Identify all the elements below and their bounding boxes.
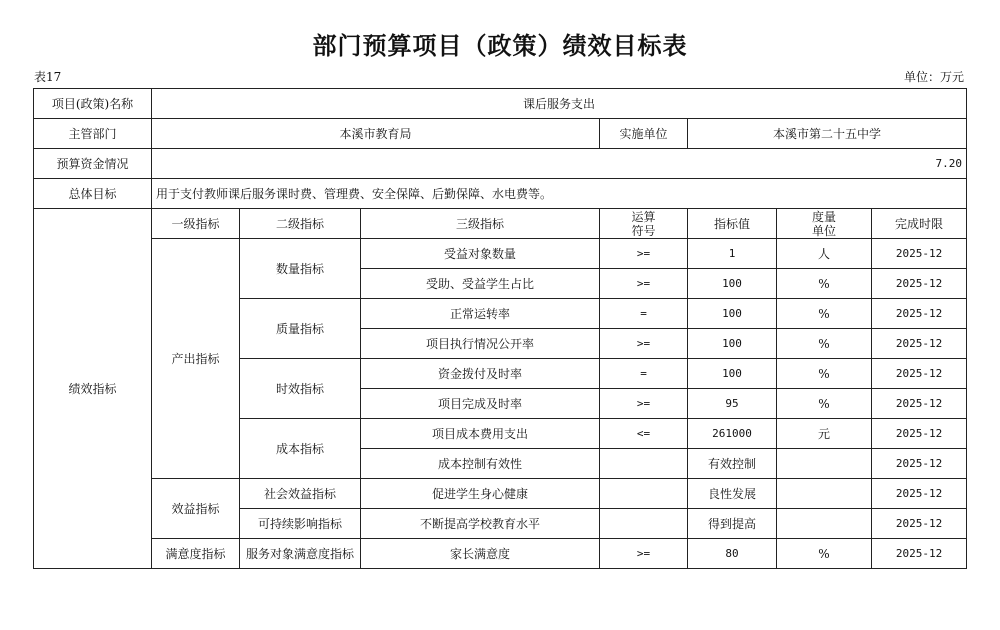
sub-sustainable: 可持续影响指标 (240, 509, 361, 539)
row-operator: >= (600, 329, 688, 359)
sub-quality: 质量指标 (240, 299, 361, 359)
row-operator (600, 509, 688, 539)
project-name-label: 项目(政策)名称 (34, 89, 152, 119)
table-row (34, 239, 967, 269)
row-operator: = (600, 359, 688, 389)
row-unit: % (777, 269, 872, 299)
dept-label: 主管部门 (34, 119, 152, 149)
row-deadline: 2025-12 (872, 509, 967, 539)
row-indicator: 受益对象数量 (361, 239, 600, 269)
row-deadline: 2025-12 (872, 359, 967, 389)
row-deadline: 2025-12 (872, 329, 967, 359)
row-unit: % (777, 299, 872, 329)
row-operator: = (600, 299, 688, 329)
table-number: 表17 (34, 70, 62, 84)
sub-service-satisfaction: 服务对象满意度指标 (240, 539, 361, 569)
unit-label: 单位：万元 (903, 70, 964, 84)
row-operator: >= (600, 269, 688, 299)
row-value: 100 (688, 329, 777, 359)
sub-quantity: 数量指标 (240, 239, 361, 299)
row-unit: 人 (777, 239, 872, 269)
impl-unit-value: 本溪市第二十五中学 (688, 119, 967, 149)
row-value: 100 (688, 269, 777, 299)
row-operator (600, 479, 688, 509)
row-indicator: 成本控制有效性 (361, 449, 600, 479)
project-name-value: 课后服务支出 (152, 89, 967, 119)
page-title: 部门预算项目（政策）绩效目标表 (312, 32, 688, 60)
row-value: 得到提高 (688, 509, 777, 539)
row-deadline: 2025-12 (872, 479, 967, 509)
header-level3: 三级指标 (361, 209, 600, 239)
perf-indicator-label: 绩效指标 (34, 209, 152, 569)
row-indicator: 不断提高学校教育水平 (361, 509, 600, 539)
header-deadline: 完成时限 (872, 209, 967, 239)
table-row (34, 479, 967, 509)
row-deadline: 2025-12 (872, 539, 967, 569)
group-output: 产出指标 (152, 239, 240, 479)
row-indicator: 受助、受益学生占比 (361, 269, 600, 299)
row-indicator: 正常运转率 (361, 299, 600, 329)
row-unit (777, 509, 872, 539)
header-level2: 二级指标 (240, 209, 361, 239)
sub-cost: 成本指标 (240, 419, 361, 479)
row-value: 261000 (688, 419, 777, 449)
header-operator: 运算 符号 (600, 209, 688, 239)
funds-value: 7.20 (152, 149, 967, 179)
group-benefit: 效益指标 (152, 479, 240, 539)
row-indicator: 促进学生身心健康 (361, 479, 600, 509)
row-unit: % (777, 539, 872, 569)
sub-social: 社会效益指标 (240, 479, 361, 509)
row-operator (600, 449, 688, 479)
header-value: 指标值 (688, 209, 777, 239)
row-operator: <= (600, 419, 688, 449)
row-indicator: 资金拨付及时率 (361, 359, 600, 389)
row-value: 1 (688, 239, 777, 269)
row-value: 有效控制 (688, 449, 777, 479)
header-level1: 一级指标 (152, 209, 240, 239)
row-deadline: 2025-12 (872, 269, 967, 299)
goal-label: 总体目标 (34, 179, 152, 209)
row-unit (777, 449, 872, 479)
row-value: 良性发展 (688, 479, 777, 509)
row-deadline: 2025-12 (872, 389, 967, 419)
funds-label: 预算资金情况 (34, 149, 152, 179)
dept-value: 本溪市教育局 (152, 119, 600, 149)
table-row (34, 539, 967, 569)
performance-table (33, 88, 967, 569)
row-indicator: 项目执行情况公开率 (361, 329, 600, 359)
row-value: 100 (688, 359, 777, 389)
row-unit: 元 (777, 419, 872, 449)
row-operator: >= (600, 239, 688, 269)
row-deadline: 2025-12 (872, 449, 967, 479)
impl-unit-label: 实施单位 (600, 119, 688, 149)
row-operator: >= (600, 389, 688, 419)
row-indicator: 项目完成及时率 (361, 389, 600, 419)
row-deadline: 2025-12 (872, 239, 967, 269)
row-value: 95 (688, 389, 777, 419)
group-satisfaction: 满意度指标 (152, 539, 240, 569)
row-deadline: 2025-12 (872, 419, 967, 449)
row-unit: % (777, 389, 872, 419)
header-measure-unit: 度量 单位 (777, 209, 872, 239)
row-unit: % (777, 359, 872, 389)
row-value: 100 (688, 299, 777, 329)
row-deadline: 2025-12 (872, 299, 967, 329)
goal-value: 用于支付教师课后服务课时费、管理费、安全保障、后勤保障、水电费等。 (152, 179, 967, 209)
row-unit (777, 479, 872, 509)
row-unit: % (777, 329, 872, 359)
row-indicator: 家长满意度 (361, 539, 600, 569)
row-value: 80 (688, 539, 777, 569)
row-operator: >= (600, 539, 688, 569)
sub-timeliness: 时效指标 (240, 359, 361, 419)
row-indicator: 项目成本费用支出 (361, 419, 600, 449)
